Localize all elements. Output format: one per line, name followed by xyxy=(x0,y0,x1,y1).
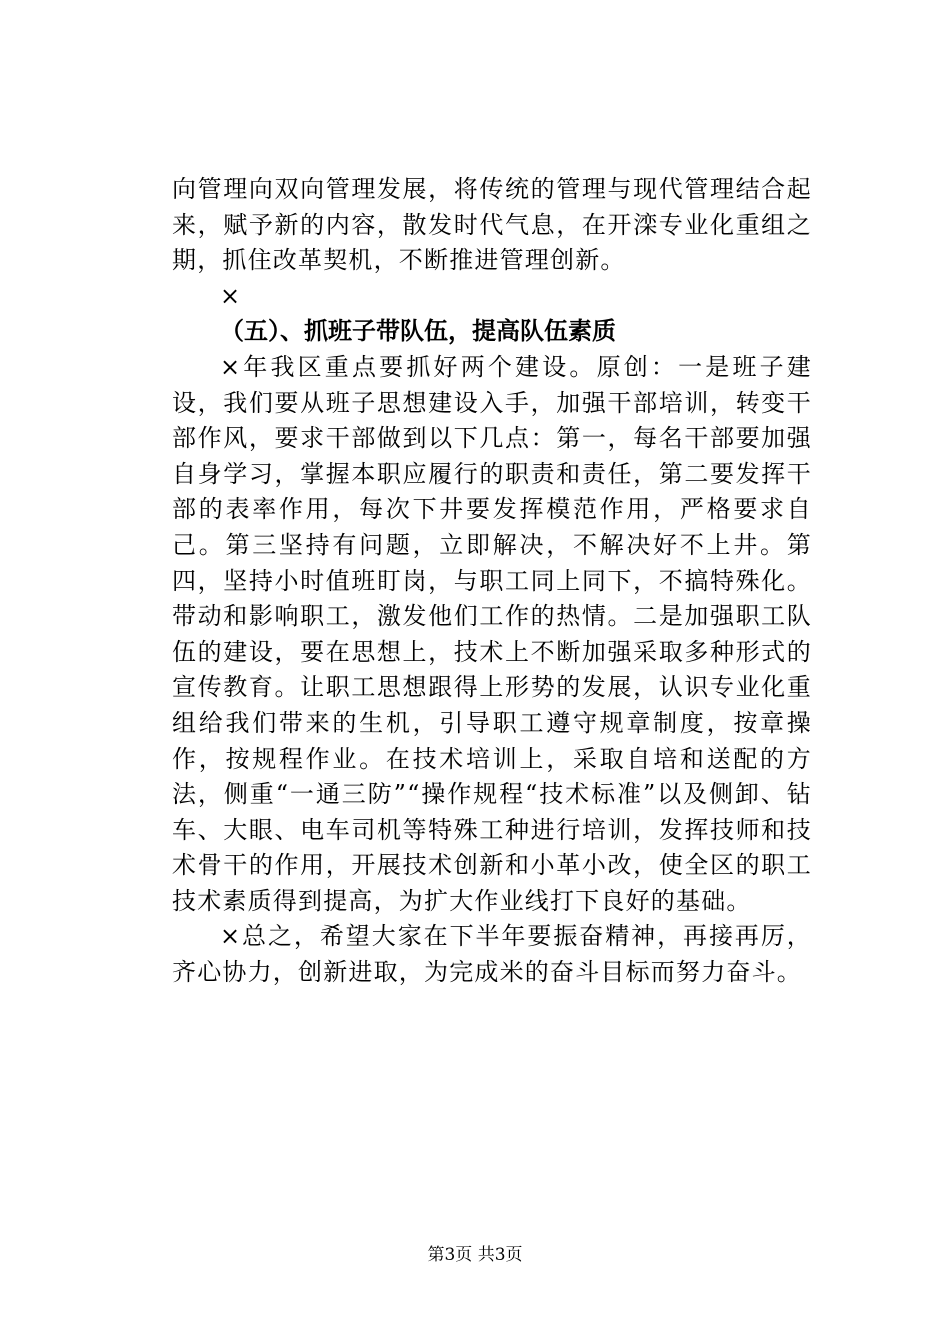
paragraph-team-building: ×年我区重点要抓好两个建设。原创：一是班子建设，我们要从班子思想建设入手，加强干部培训，转变干部作风，要求干部做到以下几点：第一，每名干部要加强自身学习，掌握本职应履行的职责和责任，第二要发挥干部的表率作用，每次下井要发挥模范作用，严格要求自己。第三坚持有问题，立即解决，不解决好不上井。第四，坚持小时值班盯岗，与职工同上同下，不搞特殊化。带动和影响职工，激发他们工作的热情。二是加强职工队伍的建设，要在思想上，技术上不断加强采取多种形式的宣传教育。让职工思想跟得上形势的发展，认识专业化重组给我们带来的生机，引导职工遵守规章制度，按章操作，按规程作业。在技术培训上，采取自培和送配的方法，侧重“一通三防”“操作规程“技术标准”以及侧卸、钻车、大眼、电车司机等特殊工种进行培训，发挥技师和技术骨干的作用，开展技术创新和小革小改，使全区的职工技术素质得到提高，为扩大作业线打下良好的基础。 xyxy=(172,352,812,915)
section-heading: （五）、抓班子带队伍，提高队伍素质 xyxy=(220,317,616,346)
paragraph-continuation: 向管理向双向管理发展，将传统的管理与现代管理结合起来，赋予新的内容，散发时代气息，在开滦专业化重组之期，抓住改革契机，不断推进管理创新。 xyxy=(172,175,812,275)
paragraph-conclusion: ×总之，希望大家在下半年要振奋精神，再接再厉，齐心协力，创新进取，为完成米的奋斗目标而努力奋斗。 xyxy=(172,922,812,987)
document-body xyxy=(172,172,812,991)
page-footer: 第3页 共3页 xyxy=(427,1245,523,1265)
paragraph-placeholder-mark: × xyxy=(220,281,242,310)
